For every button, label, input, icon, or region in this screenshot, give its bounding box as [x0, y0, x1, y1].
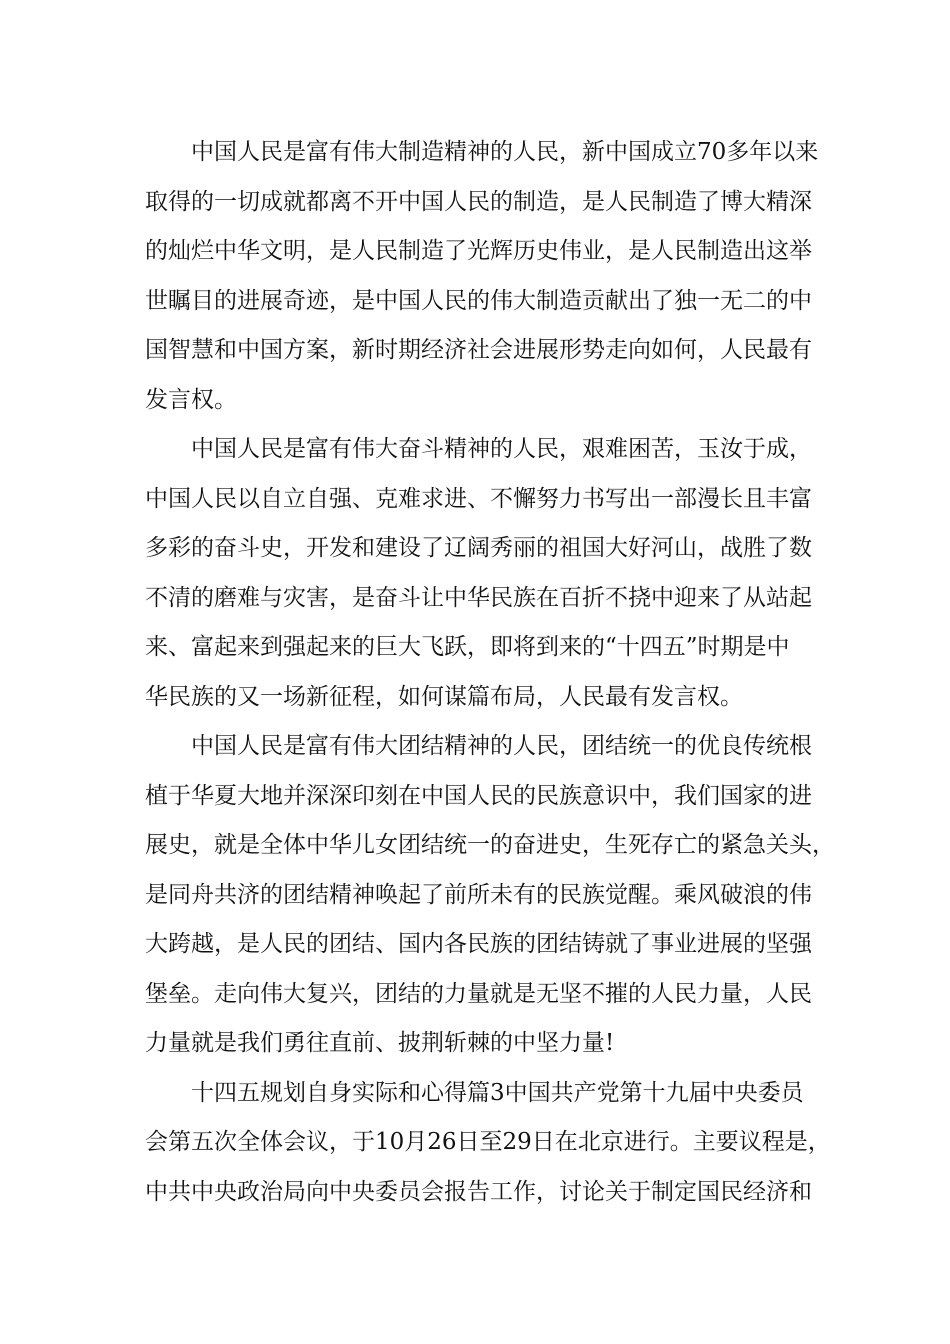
paragraph-2-line-3: 多彩的奋斗史，开发和建设了辽阔秀丽的祖国大好河山，战胜了数	[145, 535, 812, 561]
paragraph-2-line-2: 中国人民以自立自强、克难求进、不懈努力书写出一部漫长且丰富	[145, 485, 812, 512]
paragraph-4-line-1: 十四五规划自身实际和心得篇3中国共产党第十九届中央委员	[191, 1079, 804, 1106]
paragraph-3-line-3: 展史，就是全体中华儿女团结统一的奋进史，生死存亡的紧急关头，	[145, 832, 835, 858]
paragraph-3-line-2: 植于华夏大地并深深印刻在中国人民的民族意识中，我们国家的进	[145, 782, 812, 809]
paragraph-3-line-5: 大跨越，是人民的团结、国内各民族的团结铸就了事业进展的坚强	[145, 931, 812, 957]
paragraph-2-line-4: 不清的磨难与灾害，是奋斗让中华民族在百折不挠中迎来了从站起	[145, 584, 812, 611]
paragraph-3-line-1: 中国人民是富有伟大团结精神的人民，团结统一的优良传统根	[191, 733, 812, 759]
paragraph-4-line-2: 会第五次全体会议，于10月26日至29日在北京进行。主要议程是，	[145, 1129, 831, 1155]
paragraph-1-line-5: 国智慧和中国方案，新时期经济社会进展形势走向如何，人民最有	[145, 337, 812, 363]
paragraph-1-line-3: 的灿烂中华文明，是人民制造了光辉历史伟业，是人民制造出这举	[145, 238, 812, 264]
paragraph-1-line-6: 发言权。	[145, 386, 237, 413]
paragraph-2-line-1: 中国人民是富有伟大奋斗精神的人民，艰难困苦，玉汝于成，	[191, 436, 812, 462]
paragraph-2-line-6: 华民族的又一场新征程，如何谋篇布局，人民最有发言权。	[145, 683, 743, 710]
paragraph-3-line-7: 力量就是我们勇往直前、披荆斩棘的中坚力量!	[145, 1030, 615, 1056]
paragraph-3-line-6: 堡垒。走向伟大复兴，团结的力量就是无坚不摧的人民力量，人民	[145, 980, 812, 1007]
paragraph-1-line-4: 世瞩目的进展奇迹，是中国人民的伟大制造贡献出了独一无二的中	[145, 287, 812, 314]
body-text	[145, 128, 835, 1217]
paragraph-1-line-1: 中国人民是富有伟大制造精神的人民，新中国成立70多年以来	[191, 139, 819, 165]
paragraph-2-line-5: 来、富起来到强起来的巨大飞跃，即将到来的“十四五”时期是中	[145, 634, 790, 660]
paragraph-4-line-3: 中共中央政治局向中央委员会报告工作，讨论关于制定国民经济和	[145, 1178, 812, 1205]
paragraph-3-line-4: 是同舟共济的团结精神唤起了前所未有的民族觉醒。乘风破浪的伟	[145, 881, 812, 908]
paragraph-1-line-2: 取得的一切成就都离不开中国人民的制造，是人民制造了博大精深	[145, 188, 812, 215]
